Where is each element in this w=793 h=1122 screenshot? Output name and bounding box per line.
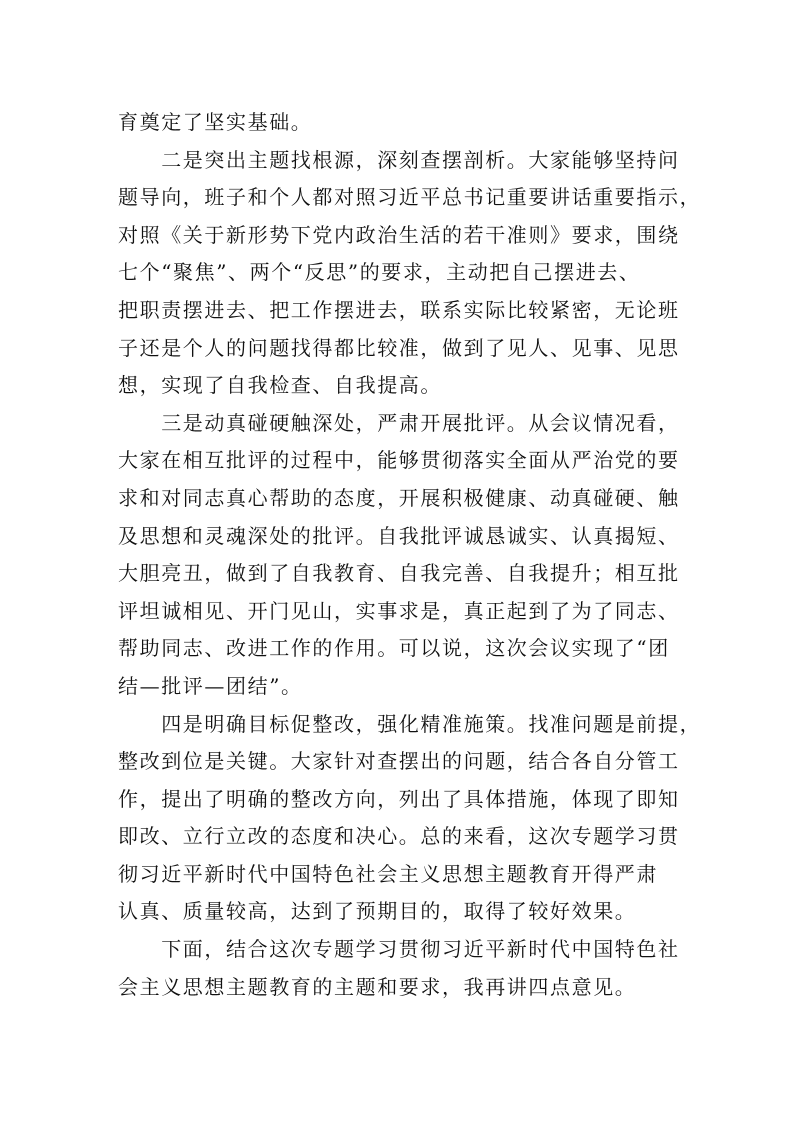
- text-line: 作，提出了明确的整改方向，列出了具体措施，体现了即知: [118, 786, 680, 811]
- text-line: 彻习近平新时代中国特色社会主义思想主题教育开得严肃: [118, 861, 658, 886]
- paragraph-5: [118, 931, 718, 1006]
- text-line: 四是明确目标促整改，强化精准施策。找准问题是前提，: [118, 711, 702, 736]
- text-line: 三是动真碰硬触深处，严肃开展批评。从会议情况看，: [118, 410, 680, 435]
- text-line: 帮助同志、改进工作的作用。可以说，这次会议实现了“团: [118, 636, 670, 661]
- text-line: 评坦诚相见、开门见山，实事求是，真正起到了为了同志、: [118, 598, 680, 623]
- document-page: [118, 104, 718, 1006]
- text-line: 七个“聚焦”、两个“反思”的要求，主动把自己摆进去、: [118, 260, 641, 285]
- text-line: 求和对同志真心帮助的态度，开展积极健康、动真碰硬、触: [118, 485, 680, 510]
- paragraph-4: [118, 706, 718, 932]
- text-line: 大家在相互批评的过程中，能够贯彻落实全面从严治党的要: [118, 448, 680, 473]
- text-line: 对照《关于新形势下党内政治生活的若干准则》要求，围绕: [118, 222, 680, 247]
- text-line: 会主义思想主题教育的主题和要求，我再讲四点意见。: [118, 974, 637, 999]
- text-line: 把职责摆进去、把工作摆进去，联系实际比较紧密，无论班: [118, 297, 680, 322]
- text-line: 育奠定了坚实基础。: [118, 110, 313, 134]
- paragraph-continuation: [118, 104, 718, 142]
- text-line: 二是突出主题找根源，深刻查摆剖析。大家能够坚持问: [118, 147, 680, 172]
- text-line: 子还是个人的问题找得都比较准，做到了见人、见事、见思: [118, 335, 680, 360]
- text-line: 大胆亮丑，做到了自我教育、自我完善、自我提升；相互批: [118, 561, 680, 586]
- text-line: 认真、质量较高，达到了预期目的，取得了较好效果。: [118, 899, 637, 924]
- text-line: 结—批评—团结”。: [118, 673, 303, 698]
- text-line: 下面，结合这次专题学习贯彻习近平新时代中国特色社: [118, 937, 680, 962]
- text-line: 题导向，班子和个人都对照习近平总书记重要讲话重要指示，: [118, 185, 702, 210]
- paragraph-2: [118, 142, 718, 405]
- text-line: 即改、立行立改的态度和决心。总的来看，这次专题学习贯: [118, 824, 680, 849]
- text-line: 想，实现了自我检查、自我提高。: [118, 373, 442, 398]
- text-line: 整改到位是关键。大家针对查摆出的问题，结合各自分管工: [118, 749, 680, 774]
- paragraph-3: [118, 405, 718, 706]
- text-line: 及思想和灵魂深处的批评。自我批评诚恳诚实、认真揭短、: [118, 523, 680, 548]
